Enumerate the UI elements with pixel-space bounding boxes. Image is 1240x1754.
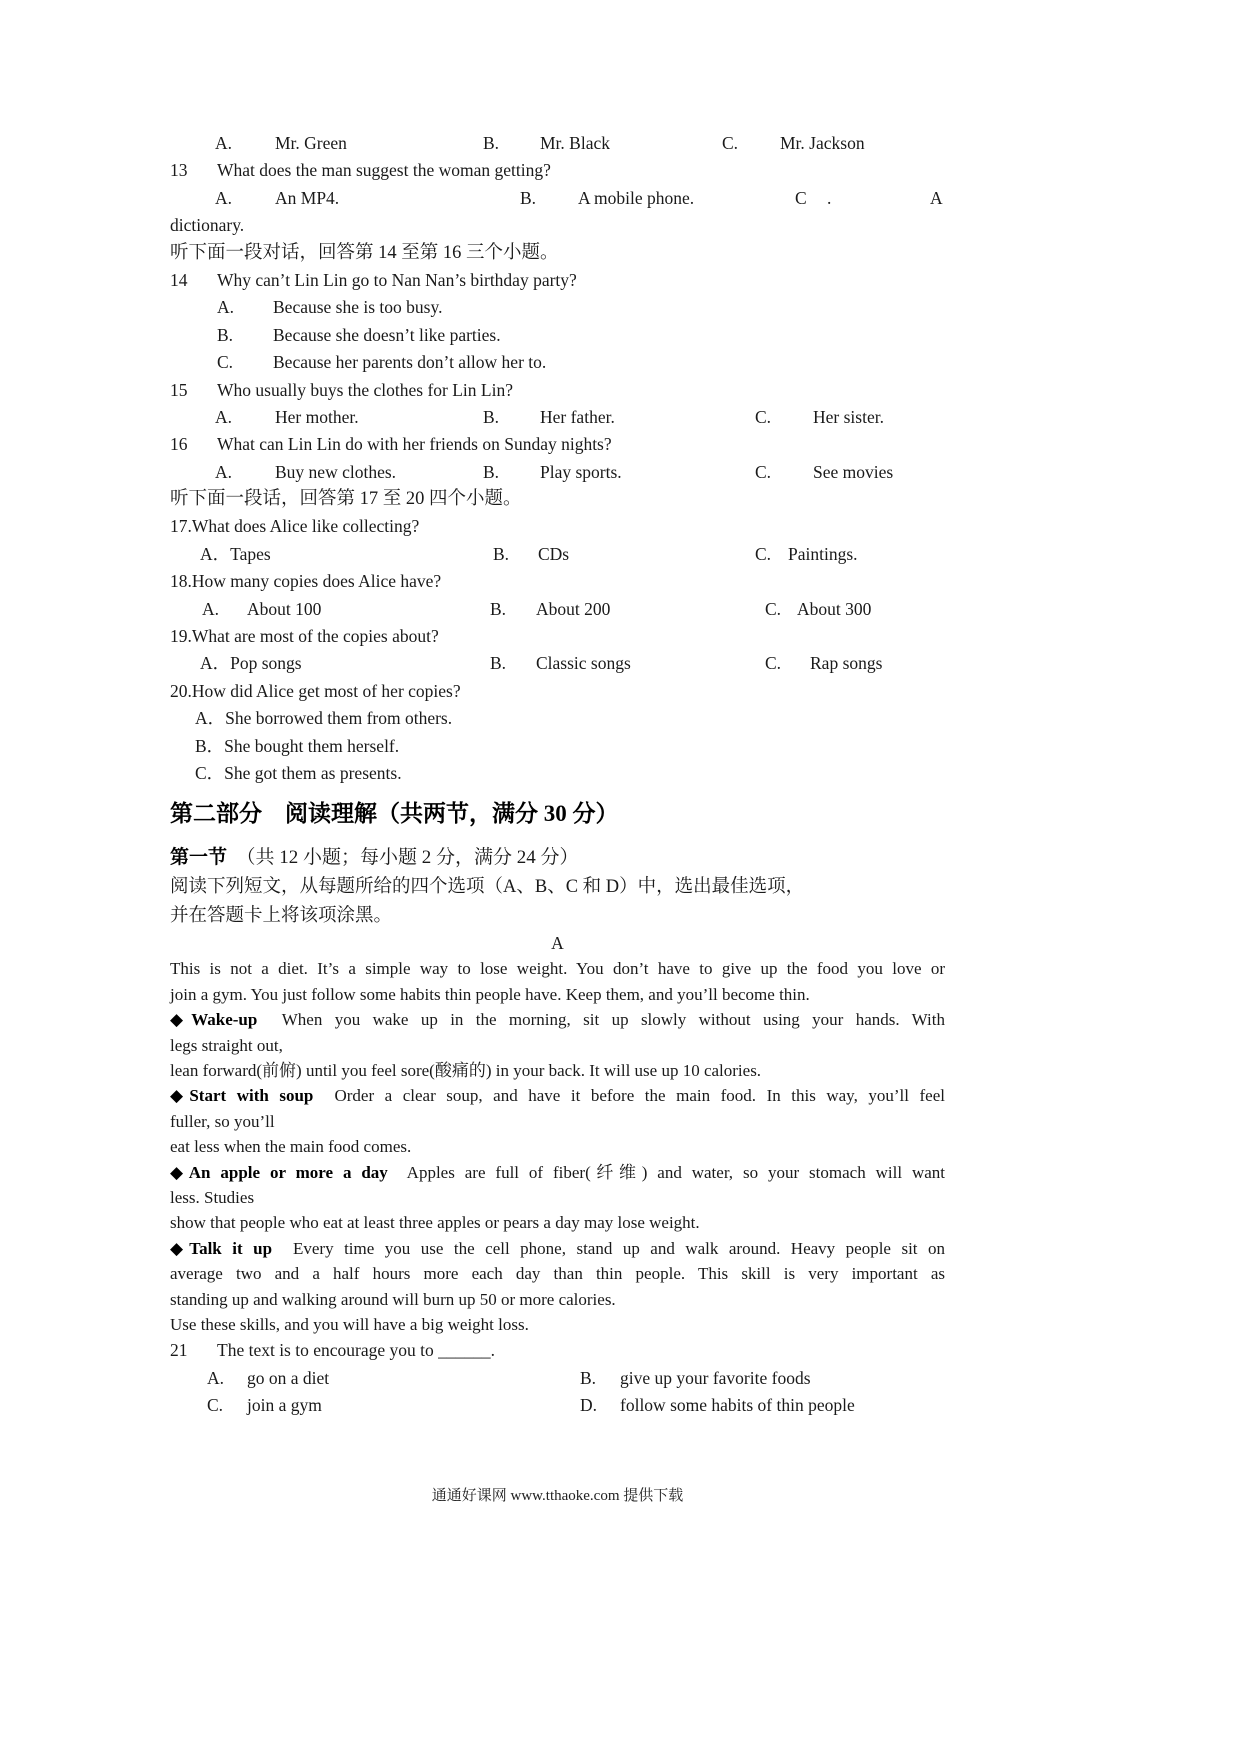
bold-text-segment: 第一节 xyxy=(170,847,228,869)
options-row xyxy=(170,130,945,157)
passage-line xyxy=(170,1109,945,1134)
bold-text-segment: ◆Wake-up xyxy=(170,1010,258,1030)
passage-line xyxy=(170,1287,945,1312)
text-segment: A xyxy=(551,933,564,954)
question-line xyxy=(170,623,945,650)
passage-line xyxy=(170,982,945,1007)
text-segment: give up your favorite foods xyxy=(620,1367,811,1388)
passage-line xyxy=(170,1236,945,1261)
section-heading xyxy=(170,799,945,829)
question-line xyxy=(170,568,945,595)
text-segment: B. xyxy=(490,653,507,674)
text-segment: A. xyxy=(215,406,233,427)
text-segment: B. xyxy=(490,598,507,619)
options-row xyxy=(170,541,945,568)
text-segment: B. xyxy=(493,543,510,564)
text-segment: 14 xyxy=(170,269,188,290)
options-row xyxy=(170,596,945,623)
options-row xyxy=(170,459,945,486)
text-segment: B. xyxy=(520,187,537,208)
options-row xyxy=(170,1365,945,1392)
text-segment: A. xyxy=(207,1367,225,1388)
text-segment: B. xyxy=(217,324,234,345)
text-segment: show that people who eat at least three apples or pears a day may lose weight. xyxy=(170,1213,700,1233)
text-segment: Her father. xyxy=(540,406,615,427)
text-segment: About 200 xyxy=(536,598,611,619)
bold-text-segment: ◆An apple or more a day xyxy=(170,1162,388,1182)
text-segment: A. xyxy=(217,297,235,318)
option-line xyxy=(170,705,945,732)
text-segment: Who usually buys the clothes for Lin Lin? xyxy=(217,379,513,400)
text-segment: Buy new clothes. xyxy=(275,461,397,482)
option-line xyxy=(170,760,945,787)
text-segment: Paintings. xyxy=(788,543,858,564)
options-row xyxy=(170,404,945,431)
bold-text-segment: ◆Talk it up xyxy=(170,1238,273,1258)
text-segment: Her mother. xyxy=(275,406,359,427)
text-segment: 15 xyxy=(170,379,188,400)
option-line xyxy=(170,294,945,321)
text-segment: join a gym xyxy=(247,1395,322,1416)
bold-text-segment: ◆Start with soup xyxy=(170,1086,314,1106)
text-segment: B. xyxy=(483,133,500,153)
text-segment: go on a diet xyxy=(247,1367,330,1388)
text-segment: An MP4. xyxy=(275,187,340,208)
text-segment: A mobile phone. xyxy=(578,187,695,208)
text-segment: C. xyxy=(217,352,234,373)
option-line xyxy=(170,349,945,376)
passage-line xyxy=(170,1007,945,1032)
page-footer: 通通好课网 www.tthaoke.com 提供下载 xyxy=(431,1488,684,1504)
text-segment: Classic songs xyxy=(536,653,631,674)
text-segment: See movies xyxy=(813,461,894,482)
text-segment: 阅读下列短文，从每题所给的四个选项（A、B、C 和 D）中，选出最佳选项， xyxy=(170,877,805,898)
text-segment: 16 xyxy=(170,434,188,455)
listening-instruction xyxy=(170,486,945,513)
text-segment: When you wake up in the morning, sit up slowly without using your hands. With xyxy=(257,1010,945,1030)
passage-line xyxy=(170,1134,945,1159)
text-segment: standing up and walking around will burn up 50 or more calories. xyxy=(170,1289,616,1309)
text-segment: Mr. Black xyxy=(540,133,610,153)
text-segment: C xyxy=(795,187,807,208)
question-line xyxy=(170,1337,945,1364)
passage-line xyxy=(170,956,945,981)
listening-instruction xyxy=(170,240,945,267)
text-segment: 听下面一段话，回答第 17 至 20 四个小题。 xyxy=(170,489,522,510)
text-segment: C. xyxy=(755,543,772,564)
text-segment: 18.How many copies does Alice have? xyxy=(170,571,442,592)
question-line xyxy=(170,431,945,458)
text-segment: 19.What are most of the copies about? xyxy=(170,626,439,647)
text-segment: Her sister. xyxy=(813,406,884,427)
passage-line xyxy=(170,1160,945,1185)
text-segment: 17.What does Alice like collecting? xyxy=(170,516,420,537)
text-segment: follow some habits of thin people xyxy=(620,1395,855,1416)
text-segment: A. xyxy=(202,598,220,619)
text-segment: 20.How did Alice get most of her copies? xyxy=(170,680,461,701)
text-segment: 听下面一段对话，回答第 14 至第 16 三个小题。 xyxy=(170,242,559,263)
text-segment: . xyxy=(827,187,832,208)
text-segment: C. xyxy=(765,598,782,619)
text-segment: Mr. Jackson xyxy=(780,133,865,153)
text-segment: C. xyxy=(722,133,739,153)
text-segment: lean forward(前俯) until you feel sore(酸痛的) in your back. It will use up 10 calories. xyxy=(170,1061,762,1080)
section-instruction xyxy=(170,873,945,902)
passage-title xyxy=(170,931,945,956)
text-segment: B. xyxy=(483,406,500,427)
text-segment: B．She bought them herself. xyxy=(195,735,400,756)
text-segment: less. Studies xyxy=(170,1188,255,1208)
text-segment: A．Tapes xyxy=(200,543,271,564)
text-segment: What can Lin Lin do with her friends on Sunday nights? xyxy=(217,434,612,455)
text-segment: Rap songs xyxy=(810,653,883,674)
text-segment: eat less when the main food comes. xyxy=(170,1137,412,1157)
text-segment: （共 12 小题；每小题 2 分，满分 24 分） xyxy=(227,847,579,869)
text-segment: A. xyxy=(215,133,233,153)
text-segment: fuller, so you’ll xyxy=(170,1111,275,1131)
text-segment: This is not a diet. It’s a simple way to lose weight. You don’t have to give up the food you love or xyxy=(170,959,945,979)
passage-line xyxy=(170,1312,945,1337)
text-segment: join a gym. You just follow some habits thin people have. Keep them, and you’ll become thin. xyxy=(170,984,810,1004)
text-segment: C. xyxy=(765,653,782,674)
text-segment: D. xyxy=(580,1395,598,1416)
question-line xyxy=(170,678,945,705)
text-segment: About 100 xyxy=(247,598,322,619)
text-segment: A. xyxy=(215,187,233,208)
passage-line xyxy=(170,1083,945,1108)
text-segment: A．She borrowed them from others. xyxy=(195,708,453,729)
question-line xyxy=(170,267,945,294)
passage-line xyxy=(170,1210,945,1235)
text-segment: dictionary. xyxy=(170,215,245,236)
section-instruction xyxy=(170,902,945,931)
option-line xyxy=(170,733,945,760)
text-segment: C. xyxy=(755,461,772,482)
text-segment: 并在答题卡上将该项涂黑。 xyxy=(170,906,393,927)
question-line xyxy=(170,513,945,540)
text-segment: legs straight out, xyxy=(170,1035,283,1055)
text-segment: 21 xyxy=(170,1340,188,1361)
text-segment: A. xyxy=(215,461,233,482)
text-segment: B. xyxy=(580,1367,597,1388)
question-line xyxy=(170,377,945,404)
passage-line xyxy=(170,1033,945,1058)
option-line xyxy=(170,322,945,349)
text-segment: C. xyxy=(755,406,772,427)
text-segment: Use these skills, and you will have a big weight loss. xyxy=(170,1315,529,1335)
text-segment: B. xyxy=(483,461,500,482)
text-segment: 13 xyxy=(170,160,188,181)
text-segment: Play sports. xyxy=(540,461,622,482)
passage-line xyxy=(170,1185,945,1210)
subsection-heading xyxy=(170,843,945,873)
option-continuation-line xyxy=(170,212,945,239)
text-segment: Because she is too busy. xyxy=(273,297,443,318)
text-segment: A．Pop songs xyxy=(200,653,302,674)
document-content xyxy=(170,130,945,1420)
text-segment: Every time you use the cell phone, stand up and walk around. Heavy people sit on xyxy=(272,1238,945,1258)
question-line xyxy=(170,157,945,184)
text-segment: Apples are full of fiber(纤维) and water, so your stomach will want xyxy=(387,1162,945,1182)
text-segment: Why can’t Lin Lin go to Nan Nan’s birthday party? xyxy=(217,269,577,290)
options-row xyxy=(170,650,945,677)
passage-line xyxy=(170,1058,945,1083)
options-row xyxy=(170,1392,945,1419)
text-segment: Mr. Green xyxy=(275,133,347,153)
text-segment: About 300 xyxy=(797,598,872,619)
text-segment: C．She got them as presents. xyxy=(195,762,402,783)
text-segment: What does the man suggest the woman getting? xyxy=(217,160,551,181)
text-segment: The text is to encourage you to ______. xyxy=(217,1340,495,1361)
text-segment: Because she doesn’t like parties. xyxy=(273,324,501,345)
text-segment: Order a clear soup, and have it before the main food. In this way, you’ll feel xyxy=(313,1086,945,1106)
text-segment: Because her parents don’t allow her to. xyxy=(273,352,547,373)
options-row xyxy=(170,185,945,212)
passage-line xyxy=(170,1261,945,1286)
text-segment: A xyxy=(930,187,943,208)
text-segment: average two and a half hours more each day than thin people. This skill is very important as xyxy=(170,1264,945,1284)
text-segment: C. xyxy=(207,1395,224,1416)
text-segment: CDs xyxy=(538,543,570,564)
bold-text-segment: 第二部分 阅读理解（共两节，满分 30 分） xyxy=(170,801,619,827)
